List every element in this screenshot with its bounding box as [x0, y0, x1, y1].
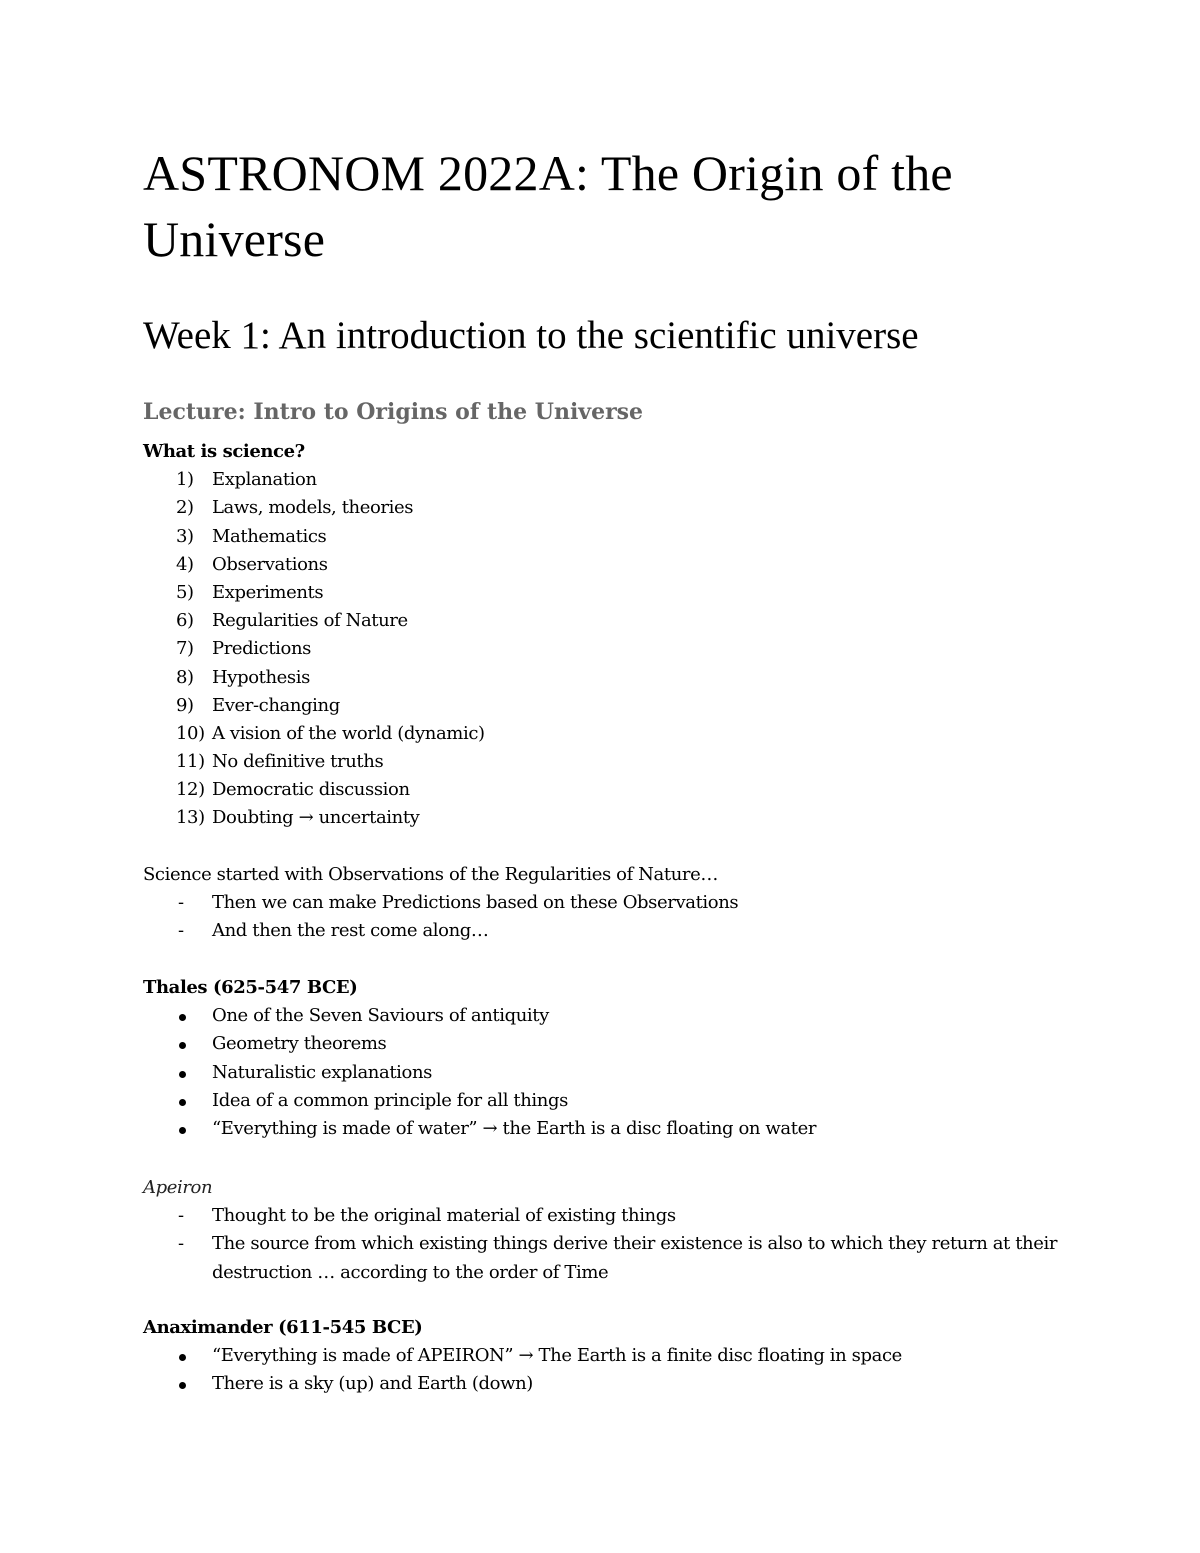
dash-marker: - [178, 1205, 184, 1227]
list-number: 8) [176, 666, 194, 688]
list-item [143, 607, 1063, 635]
apeiron-heading: Apeiron [143, 1177, 213, 1198]
bullet-icon [179, 1127, 186, 1134]
list-item-text: There is a sky (up) and Earth (down) [212, 1373, 533, 1395]
science-start-text: Science started with Observations of the Regularities of Nature… [143, 864, 718, 885]
list-item-text: Regularities of Nature [212, 610, 408, 632]
list-item [143, 579, 1063, 607]
list-item [143, 1002, 1063, 1030]
science-start-section [143, 861, 1063, 946]
document-title: ASTRONOM 2022A: The Origin of the Universe [143, 145, 953, 267]
list-number: 4) [176, 553, 194, 575]
list-item-text: Idea of a common principle for all things [212, 1089, 568, 1111]
bullet-icon [179, 1382, 186, 1389]
apeiron-section [143, 1174, 1063, 1287]
list-number: 6) [176, 610, 194, 632]
list-item [143, 1230, 1063, 1286]
list-number: 11) [176, 751, 205, 773]
list-item [143, 1202, 1063, 1230]
list-item-text: Geometry theorems [212, 1033, 387, 1055]
dash-marker: - [178, 892, 184, 914]
list-number: 5) [176, 581, 194, 603]
list-item [143, 551, 1063, 579]
list-number: 13) [176, 807, 205, 829]
list-item-text: Mathematics [212, 525, 327, 547]
list-item [143, 720, 1063, 748]
list-item [143, 917, 1063, 945]
bullet-icon [179, 1042, 186, 1049]
list-item-text: “Everything is made of APEIRON” → The Earth is a finite disc floating in space [212, 1345, 902, 1367]
list-item-text: Then we can make Predictions based on these Observations [212, 892, 739, 914]
science-list [143, 466, 1063, 832]
thales-section [143, 974, 1063, 1143]
list-item [143, 692, 1063, 720]
list-item-text: Hypothesis [212, 666, 310, 688]
list-item-text: Doubting → uncertainty [212, 807, 420, 829]
list-item [143, 1115, 1063, 1143]
list-item [143, 1059, 1063, 1087]
list-item-text: One of the Seven Saviours of antiquity [212, 1005, 549, 1027]
list-item-text: Observations [212, 553, 328, 575]
list-item [143, 748, 1063, 776]
list-item-text: A vision of the world (dynamic) [212, 722, 485, 744]
list-item-text: “Everything is made of water” → the Earth is a disc floating on water [212, 1117, 817, 1139]
list-item-text: Explanation [212, 469, 317, 491]
thales-heading: Thales (625-547 BCE) [143, 977, 358, 998]
dash-marker: - [178, 1233, 184, 1255]
list-item-text: No definitive truths [212, 751, 384, 773]
list-number: 1) [176, 469, 194, 491]
bullet-icon [179, 1099, 186, 1106]
anaximander-heading: Anaximander (611-545 BCE) [143, 1317, 423, 1338]
list-number: 10) [176, 722, 205, 744]
science-section [143, 438, 1063, 833]
list-number: 12) [176, 779, 205, 801]
list-item [143, 466, 1063, 494]
list-item-text: Democratic discussion [212, 779, 410, 801]
list-item-text: Ever-changing [212, 694, 340, 716]
list-item [143, 1370, 1063, 1398]
list-item-text: Laws, models, theories [212, 497, 414, 519]
list-item [143, 523, 1063, 551]
list-item-text: Thought to be the original material of existing things [212, 1205, 676, 1227]
list-item-text: Experiments [212, 581, 324, 603]
bullet-icon [179, 1354, 186, 1361]
list-item [143, 776, 1063, 804]
list-item-text: Naturalistic explanations [212, 1061, 432, 1083]
list-item [143, 804, 1063, 832]
bullet-icon [179, 1014, 186, 1021]
list-item-text: The source from which existing things derive their existence is also to which they return at their destruction … according to the order of Time [212, 1233, 1058, 1283]
anaximander-section [143, 1314, 1063, 1399]
list-number: 7) [176, 638, 194, 660]
list-item [143, 494, 1063, 522]
bullet-icon [179, 1071, 186, 1078]
list-item [143, 635, 1063, 663]
dash-marker: - [178, 920, 184, 942]
list-item [143, 1087, 1063, 1115]
list-number: 2) [176, 497, 194, 519]
list-item [143, 889, 1063, 917]
list-item [143, 1030, 1063, 1058]
list-number: 3) [176, 525, 194, 547]
list-number: 9) [176, 694, 194, 716]
list-item [143, 664, 1063, 692]
list-item [143, 1342, 1063, 1370]
list-item-text: And then the rest come along… [212, 920, 489, 942]
science-heading: What is science? [143, 441, 305, 462]
list-item-text: Predictions [212, 638, 311, 660]
lecture-heading: Lecture: Intro to Origins of the Universe [143, 399, 644, 425]
week-heading: Week 1: An introduction to the scientific universe [143, 314, 919, 357]
